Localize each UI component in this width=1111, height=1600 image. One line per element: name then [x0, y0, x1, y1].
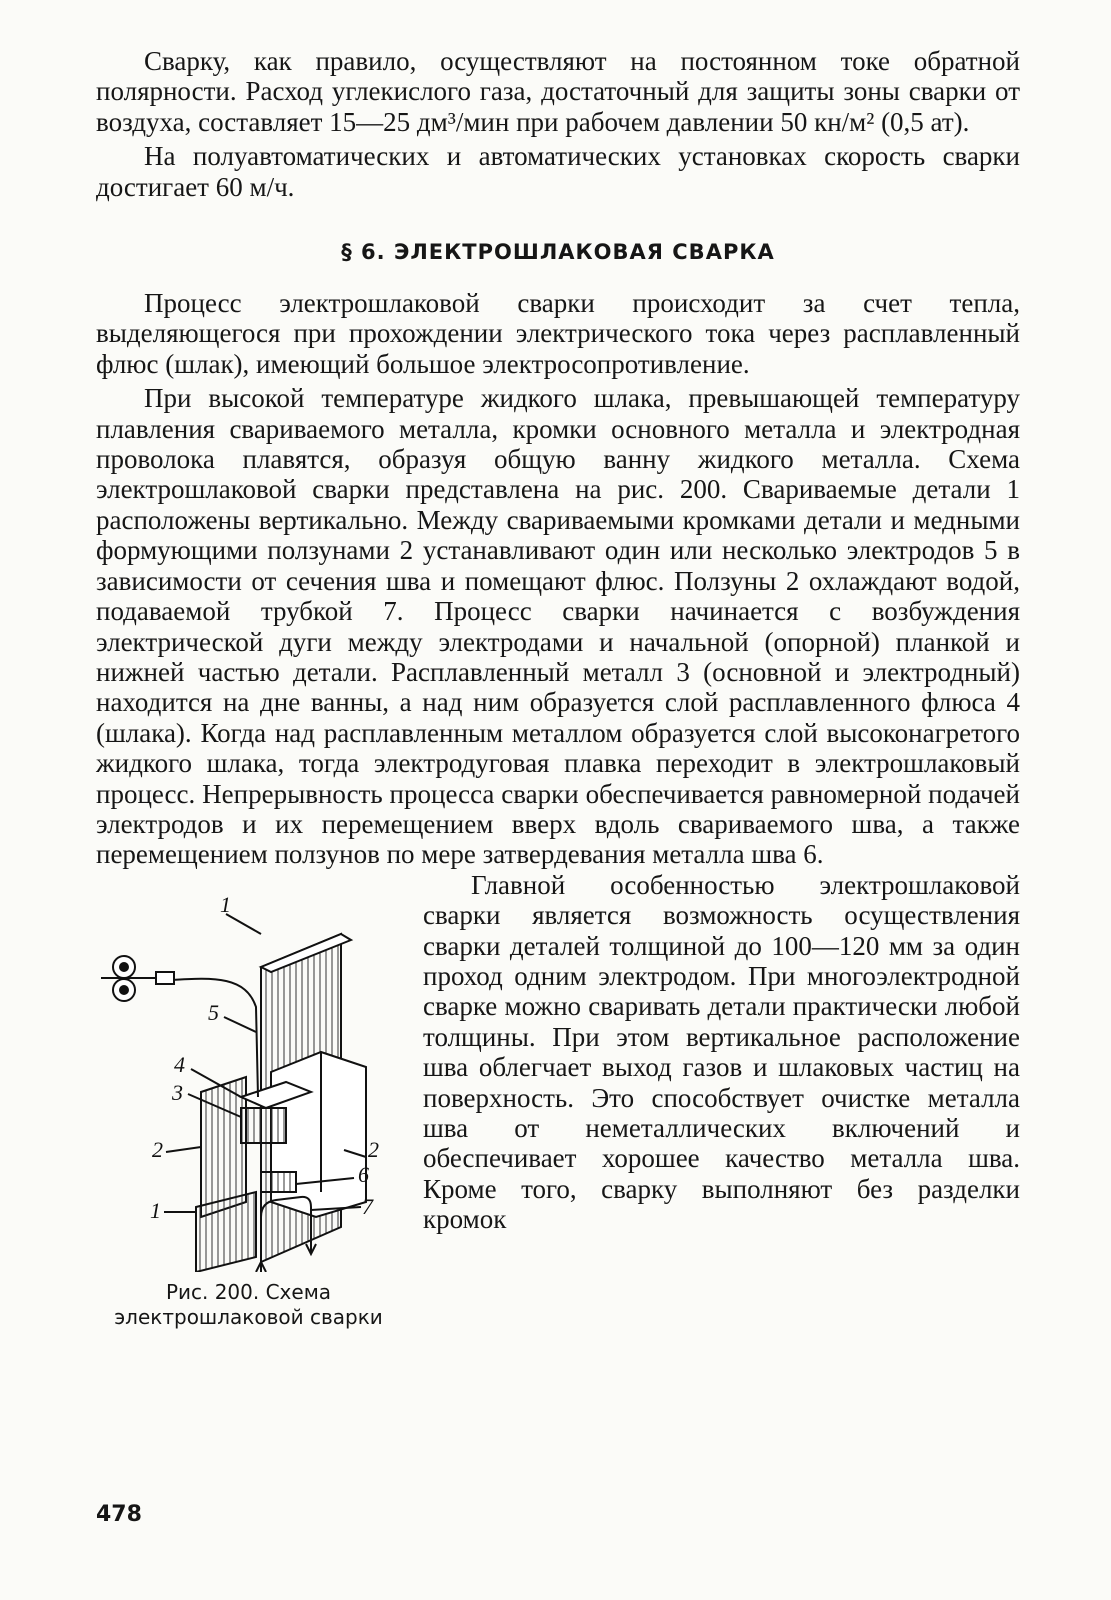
paragraph-process-description: При высокой температуре жидкого шлака, превышающей температуру плавления свариваемого металла, кромки основного металла и электродная проволока плавятся, образуя общую ванну жидкого металла. Схема электрошлаковой сварки представлена на рис. 200. Свариваемые детали 1 расположены вертикально. Между свариваемыми кромками детали и медными формующими ползунами 2 устанавливают один или несколько электродов 5 в зависимости от сечения шва и помещают флюс. Ползуны 2 охлаждают водой, подаваемой трубкой 7. Процесс сварки начинается с возбуждения электрической дуги между электродами и начальной (опорной) планкой и нижней частью детали. Расплавленный металл 3 (основной и электродный) находится на дне ванны, а над ним образуется слой расплавленного флюса 4 (шлака). Когда над расплавленным металлом образуется слой высоконагретого жидкого шлака, тогда электродуговая плавка переходит в электрошлаковый процесс. Непрерывность процесса сварки обеспечивается равномерной подачей электродов и их перемещением вверх вдоль свариваемого шва, а также перемещением ползунов по мере затвердевания металла шва 6.: [96, 383, 1020, 870]
label-2-right: 2: [368, 1136, 379, 1162]
label-1-top: 1: [220, 891, 231, 917]
base-plate-front: [196, 1192, 256, 1272]
label-1-left: 1: [150, 1197, 161, 1223]
label-5: 5: [208, 999, 219, 1025]
paragraph-gas-consumption: Сварку, как правило, осуществляют на постоянном токе обратной полярности. Расход углекислого газа, достаточный для защиты зоны сварки от воздуха, составляет 15—25 дм³/мин при рабочем давлении 50 кн/м² (0,5 ат).: [96, 46, 1020, 137]
label-7: 7: [362, 1193, 373, 1219]
label-3: 3: [172, 1079, 183, 1105]
label-4: 4: [174, 1051, 185, 1077]
paragraph-main-feature: Главной особенностью электрошлаковой сварки является возможность осуществления сварки деталей толщиной до 100—120 мм за один проход одним электродом. При многоэлектродной сварке можно сваривать детали практически любой толщины. При этом вертикальное расположение шва облегчает выход газов и шлаковых частиц на поверхность. Это способствует очистке металла шва от неметаллических включений и обеспечивает хорошее качество металла шва. Кроме того, сварку выполняют без разделки кромок: [423, 869, 1020, 1235]
paragraph-process-intro: Процесс электрошлаковой сварки происходит за счет тепла, выделяющегося при прохождении электрического тока через расплавленный флюс (шлак), имеющий большое электросопротивление.: [96, 288, 1020, 379]
paragraph-welding-speed: На полуавтоматических и автоматических установках скорость сварки достигает 60 м/ч.: [96, 141, 1020, 202]
electroslag-welding-diagram: [96, 872, 401, 1272]
weld-seam: [261, 1172, 296, 1192]
label-6: 6: [358, 1161, 369, 1187]
figure-200: [96, 872, 401, 1330]
label-2-left: 2: [152, 1136, 163, 1162]
figure-caption: Рис. 200. Схема электрошлаковой сварки: [114, 1279, 383, 1329]
page-number: 478: [96, 1502, 142, 1527]
section-heading: § 6. ЭЛЕКТРОШЛАКОВАЯ СВАРКА: [341, 240, 775, 265]
molten-metal: [241, 1108, 286, 1143]
page-body: [96, 46, 1020, 1330]
